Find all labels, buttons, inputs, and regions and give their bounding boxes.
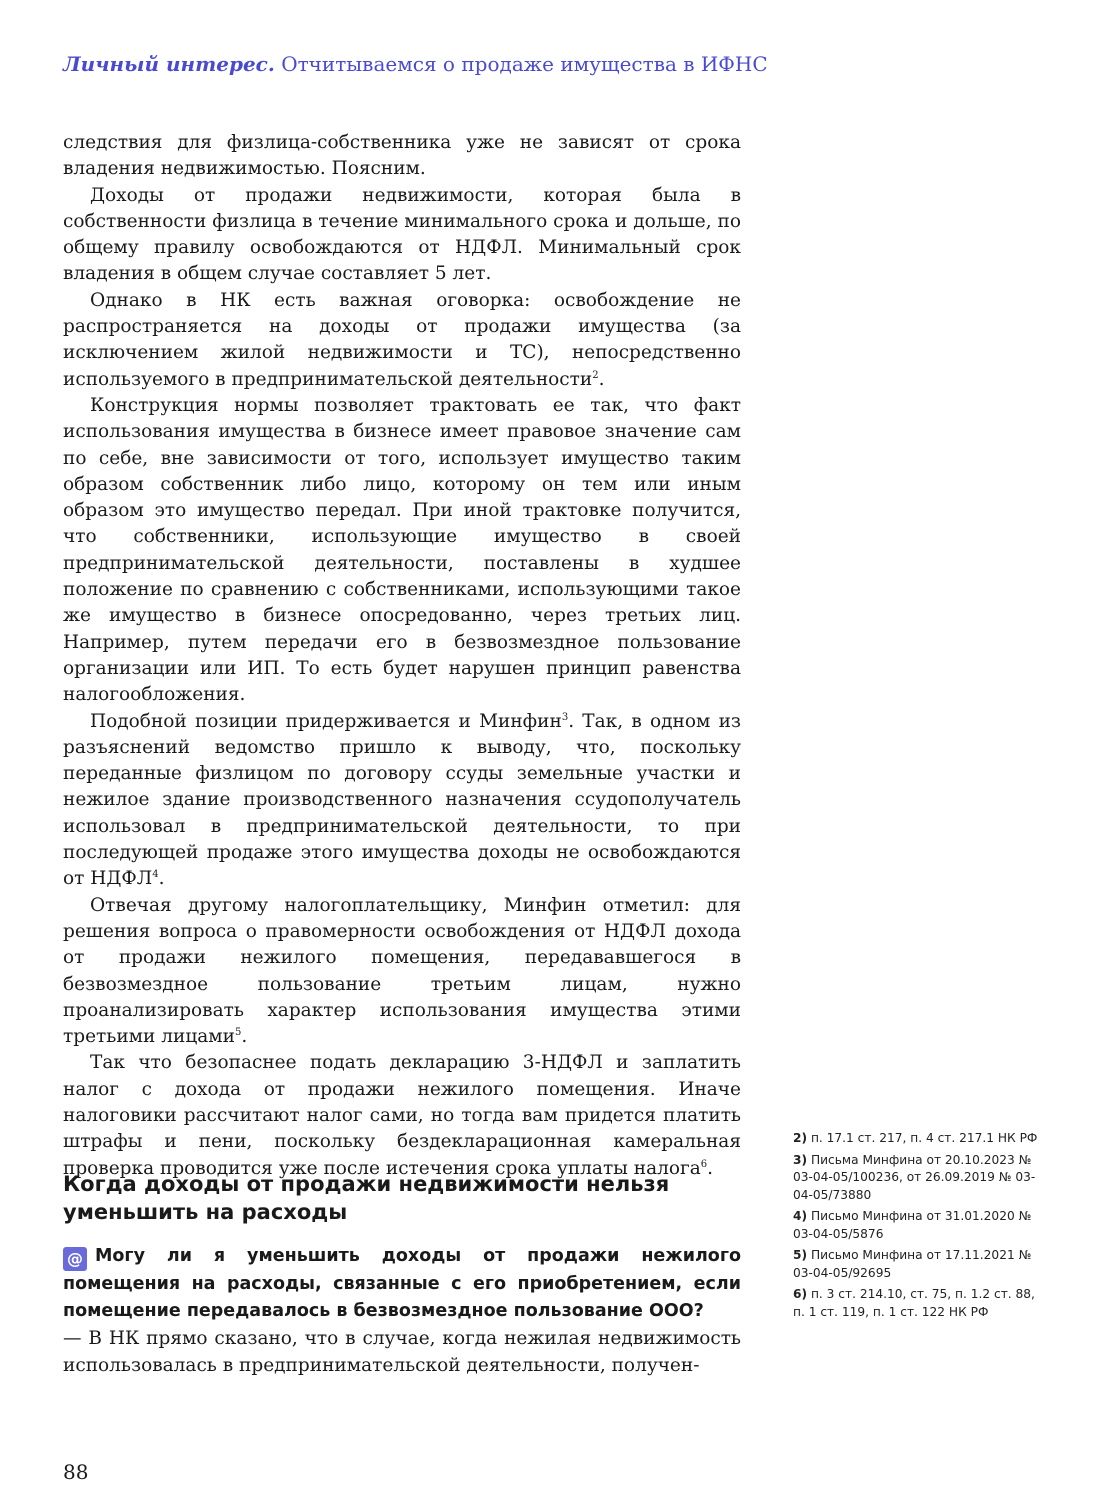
section-heading: Когда доходы от продажи недвижимости нельзя уменьшить на расходы	[63, 1172, 670, 1224]
paragraph: Подобной позиции придерживается и Минфин$^3$. Так, в одном из разъяснений ведомство пришло к выводу, что, поскольку переданные физлицом по договору ссуды земельные участки и нежилое здание производственного назначения ссудополучатель использовал в предпринимательской деятельности, то при последующей продаже этого имущества доходы не освобождаются от НДФЛ$^4$.	[63, 710, 741, 890]
page-number: 88	[63, 1460, 89, 1484]
footnote: 5) Письмо Минфина от 17.11.2021 № 03-04-05/92695	[793, 1248, 1032, 1280]
paragraph: Отвечая другому налогоплательщику, Минфин отметил: для решения вопроса о правомерности освобождения от НДФЛ дохода от продажи нежилого помещения, передававшегося в безвозмездное пользование третьим лицам, нужно проанализировать характер использования имущества этими третьими лицами$^5$.	[63, 894, 741, 1048]
footnote-ref: 4	[152, 869, 159, 881]
at-icon: @	[63, 1247, 87, 1271]
paragraph: Доходы от продажи недвижимости, которая была в собственности физлица в течение минимального срока и дольше, по общему правилу освобождаются от НДФЛ. Минимальный срок владения в общем случае составляет 5 лет.	[63, 184, 741, 285]
footnote: 2) п. 17.1 ст. 217, п. 4 ст. 217.1 НК РФ	[793, 1131, 1038, 1145]
footnote: 3) Письма Минфина от 20.10.2023 № 03-04-05/100236, от 26.09.2019 № 03-04-05/73880	[793, 1152, 1036, 1202]
footnote-ref: 2	[592, 369, 599, 381]
footnote: 6) п. 3 ст. 214.10, ст. 75, п. 1.2 ст. 88, п. 1 ст. 119, п. 1 ст. 122 НК РФ	[793, 1287, 1035, 1319]
paragraph: Так что безопаснее подать декларацию 3-НДФЛ и заплатить налог с дохода от продажи нежилого помещения. Иначе налоговики рассчитают налог сами, но тогда вам придется платить штрафы и пени, поскольку бездекларационная камеральная проверка проводится уже после истечения срока уплаты налога$^6$.	[63, 1052, 741, 1179]
header-section: Личный интерес.	[63, 52, 275, 76]
paragraph: следствия для физлица-собственника уже не зависят от срока владения недвижимостью. Поясним.	[63, 132, 741, 180]
question: @ Могу ли я уменьшить доходы от продажи нежилого помещения на расходы, связанные с его приобретением, если помещение передавалось в безвозмездное пользование ООО?	[63, 1246, 741, 1321]
body-text	[63, 130, 741, 1182]
footnote-ref: 6	[700, 1158, 708, 1170]
question-answer	[63, 1243, 741, 1379]
footnote-ref: 5	[235, 1027, 242, 1039]
header-title: Отчитываемся о продаже имущества в ИФНС	[281, 52, 768, 76]
footnote: 4) Письмо Минфина от 31.01.2020 № 03-04-05/5876	[793, 1209, 1032, 1241]
footnote-ref: 3	[561, 711, 569, 723]
running-header	[63, 52, 768, 76]
footnotes	[793, 1130, 1043, 1325]
paragraph: Однако в НК есть важная оговорка: освобождение не распространяется на доходы от продажи имущества (за исключением жилой недвижимости и ТС), непосредственно используемого в предпринимательской деятельности$^2$.	[63, 289, 741, 390]
paragraph: Конструкция нормы позволяет трактовать ее так, что факт использования имущества в бизнесе имеет правовое значение сам по себе, вне зависимости от того, использует имущество таким образом собственник либо лицо, которому он тем или иным образом это имущество передал. При иной трактовке получится, что собственники, использующие имущество в своей предпринимательской деятельности, поставлены в худшее положение по сравнению с собственниками, использующими такое же имущество в бизнесе опосредованно, через третьих лиц. Например, путем передачи его в безвозмездное пользование организации или ИП. То есть будет нарушен принцип равенства налогообложения.	[63, 394, 741, 706]
answer: — В НК прямо сказано, что в случае, когда нежилая недвижимость использовалась в предпринимательской деятельности, получен-	[63, 1328, 741, 1376]
